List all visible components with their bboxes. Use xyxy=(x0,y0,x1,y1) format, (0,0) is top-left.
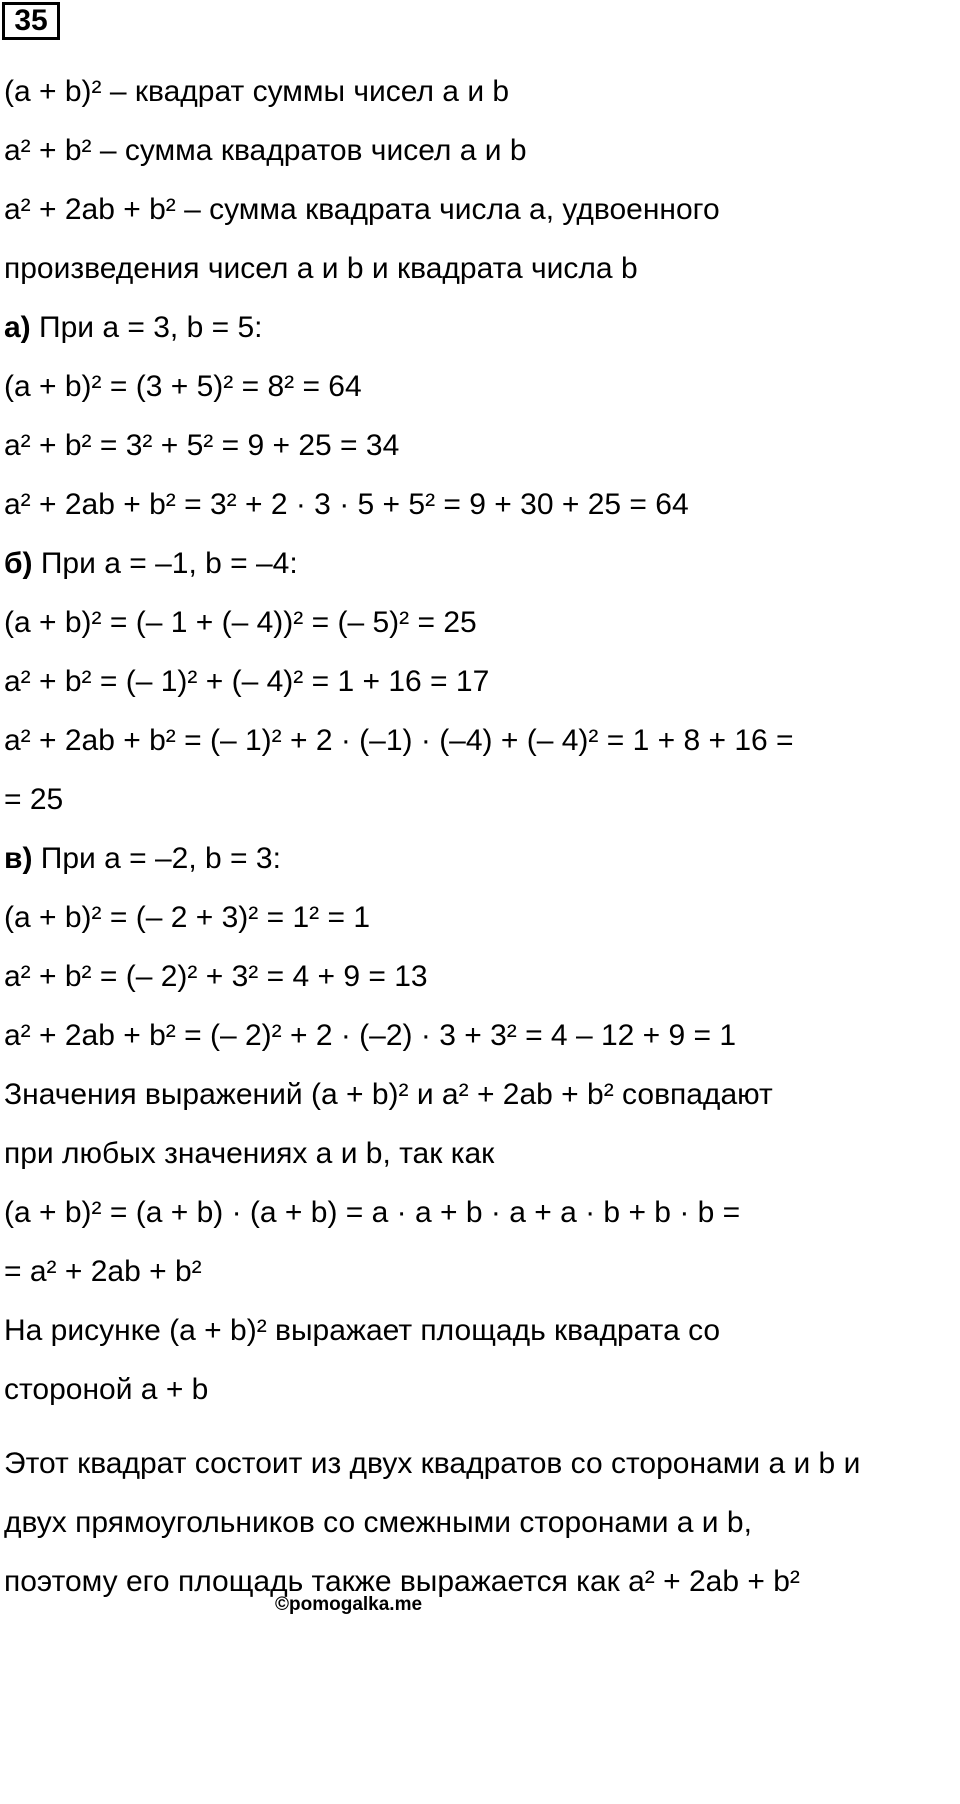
line-text: двух прямоугольников со смежными сторонами a и b, xyxy=(4,1506,752,1539)
line-text: (a + b)² = (– 2 + 3)² = 1² = 1 xyxy=(4,901,371,934)
text-line xyxy=(4,367,362,407)
text-line xyxy=(4,426,399,466)
text-line xyxy=(4,839,281,879)
line-text: стороной a + b xyxy=(4,1373,209,1406)
text-line xyxy=(4,662,489,702)
text-line xyxy=(4,1311,720,1351)
text-line xyxy=(4,249,638,289)
item-label: а) xyxy=(4,311,31,344)
text-line xyxy=(4,131,527,171)
line-text: a² + 2ab + b² = 3² + 2 · 3 · 5 + 5² = 9 + 30 + 25 = 64 xyxy=(4,488,689,521)
line-text: a² + b² = (– 2)² + 3² = 4 + 9 = 13 xyxy=(4,960,428,993)
text-line xyxy=(4,1444,860,1484)
line-text: При a = 3, b = 5: xyxy=(30,311,263,344)
text-line xyxy=(4,485,689,525)
line-text: a² + b² = (– 1)² + (– 4)² = 1 + 16 = 17 xyxy=(4,665,490,698)
text-line xyxy=(4,1503,752,1543)
line-text: a² + 2ab + b² = (– 2)² + 2 · (–2) · 3 + 3² = 4 – 12 + 9 = 1 xyxy=(4,1019,737,1052)
line-text: Этот квадрат состоит из двух квадратов со сторонами a и b и xyxy=(4,1447,861,1480)
text-line xyxy=(4,780,63,820)
line-text: a² + b² = 3² + 5² = 9 + 25 = 34 xyxy=(4,429,400,462)
line-text: при любых значениях a и b, так как xyxy=(4,1137,495,1170)
line-text: (a + b)² – квадрат суммы чисел a и b xyxy=(4,75,510,108)
item-label: б) xyxy=(4,547,33,580)
line-text: = 25 xyxy=(4,783,64,816)
line-text: (a + b)² = (– 1 + (– 4))² = (– 5)² = 25 xyxy=(4,606,477,639)
text-line xyxy=(4,544,298,584)
line-text: Значения выражений (a + b)² и a² + 2ab + b² совпадают xyxy=(4,1078,773,1111)
line-text: a² + 2ab + b² = (– 1)² + 2 · (–1) · (–4) + (– 4)² = 1 + 8 + 16 = xyxy=(4,724,794,757)
text-line xyxy=(4,1075,773,1115)
text-line xyxy=(4,308,262,348)
text-line xyxy=(4,1193,740,1233)
text-line xyxy=(4,1016,736,1056)
line-text: (a + b)² = (3 + 5)² = 8² = 64 xyxy=(4,370,362,403)
line-text: = a² + 2ab + b² xyxy=(4,1255,202,1288)
line-text: a² + b² – сумма квадратов чисел a и b xyxy=(4,134,527,167)
task-number-badge: 35 xyxy=(2,2,60,40)
text-line xyxy=(4,1252,202,1292)
line-text: (a + b)² = (a + b) · (a + b) = a · a + b · a + a · b + b · b = xyxy=(4,1196,741,1229)
text-line xyxy=(4,721,794,761)
line-text: произведения чисел a и b и квадрата числа b xyxy=(4,252,638,285)
text-line xyxy=(4,72,509,112)
text-line xyxy=(4,1370,208,1410)
text-line xyxy=(4,898,370,938)
text-line xyxy=(4,603,477,643)
line-text: При a = –2, b = 3: xyxy=(32,842,281,875)
item-label: в) xyxy=(4,842,33,875)
text-line xyxy=(4,190,720,230)
line-text: поэтому его площадь также выражается как a² + 2ab + b² xyxy=(4,1565,800,1598)
watermark: ©pomogalka.me xyxy=(275,1594,423,1615)
text-line xyxy=(4,957,428,997)
text-line xyxy=(4,1134,494,1174)
line-text: На рисунке (a + b)² выражает площадь квадрата со xyxy=(4,1314,721,1347)
line-text: При a = –1, b = –4: xyxy=(32,547,298,580)
line-text: a² + 2ab + b² – сумма квадрата числа a, удвоенного xyxy=(4,193,720,226)
